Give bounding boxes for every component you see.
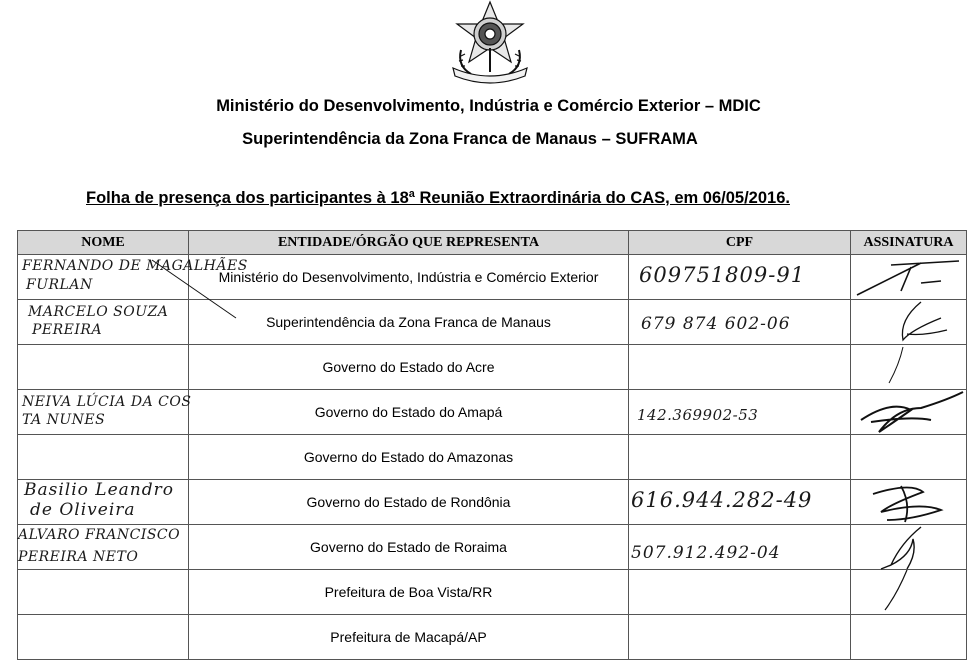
cpf-cell [629,345,851,390]
cpf-cell [629,255,851,300]
signature-scribble-icon [851,390,967,434]
handwritten-name-line2: PEREIRA NETO [18,549,139,565]
agency-title: Superintendência da Zona Franca de Manaus – SUFRAMA [242,130,698,148]
signature-scribble-icon [851,255,967,299]
signature-cell [851,435,967,480]
signature-cell [851,390,967,435]
entity-cell: Superintendência da Zona Franca de Manaus [189,300,629,345]
table-row [18,480,967,525]
table-header-row [18,231,967,255]
signature-cell [851,345,967,390]
table-row [18,570,967,615]
handwritten-name-line2: PEREIRA [32,322,103,338]
signature-stroke-icon [851,345,967,389]
cpf-cell [629,615,851,660]
cpf-cell [629,570,851,615]
entity-cell: Governo do Estado de Rondônia [189,480,629,525]
table-row [18,525,967,570]
table-row [18,390,967,435]
signature-cell [851,570,967,615]
entity-cell: Governo do Estado de Roraima [189,525,629,570]
cpf-cell [629,390,851,435]
table-row [18,615,967,660]
cpf-cell [629,435,851,480]
cpf-cell [629,480,851,525]
entity-cell: Prefeitura de Macapá/AP [189,615,629,660]
entity-cell: Governo do Estado do Amapá [189,390,629,435]
entity-cell: Ministério do Desenvolvimento, Indústria e Comércio Exterior [189,255,629,300]
ministry-title: Ministério do Desenvolvimento, Indústria e Comércio Exterior – MDIC [216,97,761,115]
handwritten-cpf: 616.944.282-49 [631,488,813,512]
table-row [18,345,967,390]
name-cell [18,435,189,480]
brazil-coat-of-arms-icon [447,0,533,84]
handwritten-name-line2: FURLAN [26,277,93,293]
name-cell [18,570,189,615]
signature-scribble-icon [851,525,967,569]
cpf-cell [629,525,851,570]
column-header-assinatura: ASSINATURA [851,231,967,255]
document-title: Folha de presença dos participantes à 18ª Reunião Extraordinária do CAS, em 06/05/2016. [86,189,790,207]
handwritten-name-line1: ALVARO FRANCISCO [18,527,181,543]
handwritten-name-line2: TA NUNES [22,412,106,428]
column-header-cpf: CPF [629,231,851,255]
column-header-nome: NOME [18,231,189,255]
name-cell [18,615,189,660]
pen-stroke-icon [150,258,240,320]
entity-cell: Governo do Estado do Acre [189,345,629,390]
table-row [18,435,967,480]
entity-cell: Governo do Estado do Amazonas [189,435,629,480]
handwritten-name-line1: NEIVA LÚCIA DA COS [22,394,192,410]
column-header-entidade: ENTIDADE/ÓRGÃO QUE REPRESENTA [189,231,629,255]
handwritten-name-line2: de Oliveira [30,500,136,520]
entity-cell: Prefeitura de Boa Vista/RR [189,570,629,615]
name-cell [18,345,189,390]
handwritten-cpf: 679 874 602-06 [641,314,791,334]
handwritten-name-line1: MARCELO SOUZA [28,304,169,320]
name-cell [18,525,189,570]
signature-scribble-icon [851,480,967,524]
handwritten-cpf: 142.369902-53 [637,406,759,424]
handwritten-name-line1: Basilio Leandro [24,480,174,500]
name-cell [18,390,192,435]
handwritten-cpf: 507.912.492-04 [631,543,781,563]
handwritten-cpf: 609751809-91 [639,263,806,287]
handwritten-name-line1: FERNANDO DE MAGALHÃES [22,258,248,274]
signature-cell [851,300,967,345]
name-cell [18,480,189,525]
signature-scribble-icon [851,300,967,344]
signature-stroke-icon [851,570,967,614]
signature-cell [851,615,967,660]
signature-cell [851,255,967,300]
signature-cell [851,480,967,525]
signature-cell [851,525,967,570]
cpf-cell [629,300,851,345]
